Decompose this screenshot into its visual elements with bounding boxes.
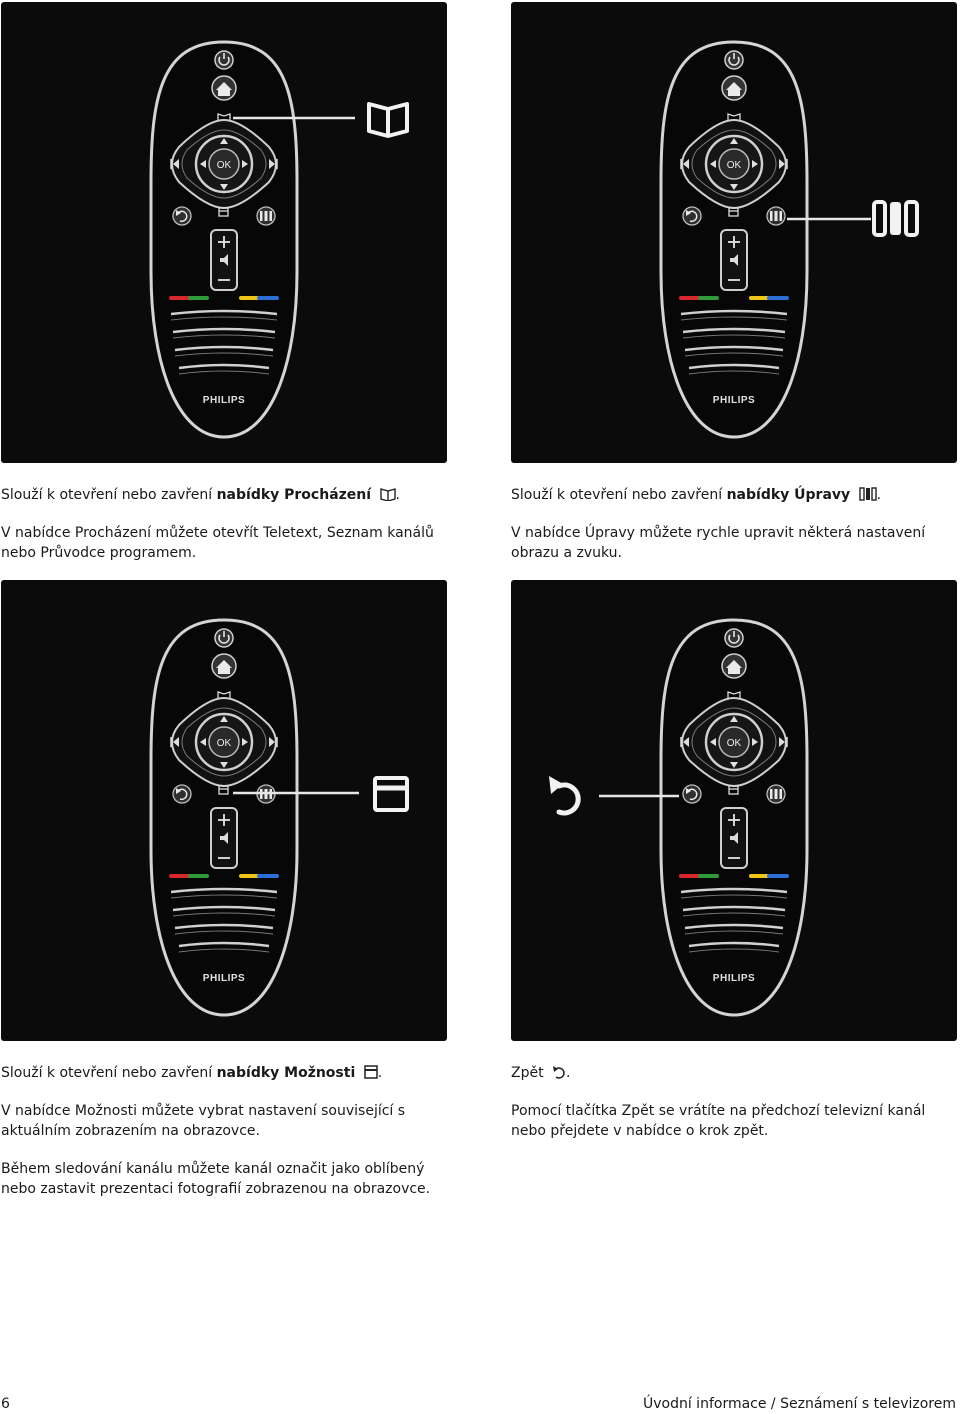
remote-panel-adjust	[511, 2, 957, 463]
description-extra: Během sledování kanálu můžete kanál označit jako oblíbený nebo zastavit prezentaci fotografií zobrazenou na obrazovce.	[1, 1161, 431, 1197]
description-back: Zpět . Pomocí tlačítka Zpět se vrátíte na předchozí televizní kanál nebo přejdete v nabídce o krok zpět.	[511, 1063, 951, 1141]
book-icon	[380, 487, 396, 501]
remote-control	[661, 42, 807, 437]
description-lead: Slouží k otevření nebo zavření	[1, 487, 217, 503]
remote-control	[151, 620, 297, 1015]
menu-name: nabídky Možnosti	[216, 1065, 356, 1081]
back-arrow-icon	[549, 776, 578, 813]
menu-name: nabídky Úpravy	[726, 487, 851, 503]
description-browse: Slouží k otevření nebo zavření nabídky Procházení . V nabídce Procházení můžete otevřít Teletext, Seznam kanálů nebo Průvodce programem.	[1, 485, 441, 563]
back-arrow-icon	[552, 1065, 566, 1079]
adjust-bars-icon	[874, 202, 917, 235]
options-icon	[375, 778, 407, 810]
description-lead: Zpět	[511, 1065, 544, 1081]
remote-control	[151, 42, 297, 437]
remote-panel-options	[1, 580, 447, 1041]
description-lead: Slouží k otevření nebo zavření	[511, 487, 727, 503]
description-detail: V nabídce Procházení můžete otevřít Teletext, Seznam kanálů nebo Průvodce programem.	[1, 525, 434, 561]
menu-name: nabídky Procházení	[216, 487, 372, 503]
description-detail: V nabídce Možnosti můžete vybrat nastavení související s aktuálním zobrazením na obrazovce.	[1, 1103, 406, 1139]
remote-control	[661, 620, 807, 1015]
adjust-bars-icon	[859, 487, 877, 501]
options-icon	[364, 1065, 378, 1079]
description-adjust: Slouží k otevření nebo zavření nabídky Úpravy . V nabídce Úpravy můžete rychle upravit některá nastavení obrazu a zvuku.	[511, 485, 951, 563]
description-options: Slouží k otevření nebo zavření nabídky Možnosti . V nabídce Možnosti můžete vybrat nastavení související s aktuálním zobrazením na obrazovce. Během sledování kanálu můžete kanál označit jako oblíbený nebo zastavit prezentaci fotografií zobrazenou na obrazovce.	[1, 1063, 441, 1199]
book-icon	[369, 104, 407, 136]
remote-panel-browse	[1, 2, 447, 463]
remote-panel-back	[511, 580, 957, 1041]
section-title: Úvodní informace / Seznámení s televizorem	[642, 1396, 956, 1412]
description-detail: Pomocí tlačítka Zpět se vrátíte na předchozí televizní kanál nebo přejdete v nabídce o krok zpět.	[511, 1103, 926, 1139]
page-number: 6	[1, 1396, 10, 1412]
description-lead: Slouží k otevření nebo zavření	[1, 1065, 217, 1081]
description-detail: V nabídce Úpravy můžete rychle upravit některá nastavení obrazu a zvuku.	[511, 525, 926, 561]
